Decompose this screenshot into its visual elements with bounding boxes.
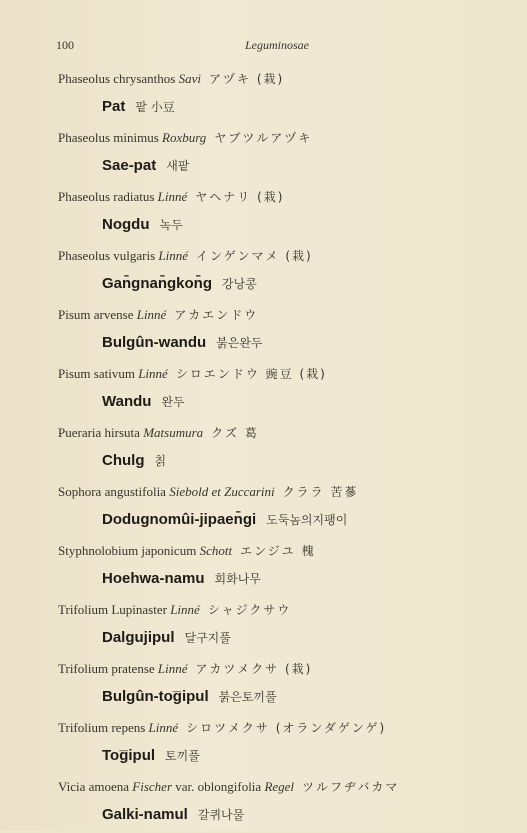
latin-name: Styphnolobium japonicum — [58, 543, 196, 558]
latin-name: Phaseolus chrysanthos — [58, 71, 175, 86]
vernacular-name: Nogdu — [102, 216, 149, 233]
vernacular-line — [0, 96, 527, 126]
species-line — [0, 361, 527, 391]
vernacular-name: Bulgûn-wandu — [102, 334, 206, 351]
korean-name: 붉은토끼풀 — [219, 690, 277, 704]
page-number: 100 — [56, 38, 74, 53]
latin-name: Pisum arvense — [58, 307, 133, 322]
vernacular-line — [0, 804, 527, 833]
japanese-name: アカツメクサ (栽) — [196, 662, 313, 676]
japanese-name: クララ 苦蔘 — [283, 485, 359, 499]
korean-name: 회화나무 — [215, 572, 261, 586]
vernacular-name: Chulg — [102, 452, 145, 469]
latin-name: Trifolium repens — [58, 720, 145, 735]
species-line — [0, 479, 527, 509]
species-line — [0, 125, 527, 155]
author-name: Linné — [149, 720, 179, 735]
japanese-name: エンジユ 槐 — [240, 544, 316, 558]
latin-name: Phaseolus minimus — [58, 130, 159, 145]
running-header-family: Leguminosae — [245, 38, 309, 53]
species-line — [0, 420, 527, 450]
variety-name: var. oblongifolia — [175, 779, 261, 794]
vernacular-line — [0, 745, 527, 775]
species-line — [0, 302, 527, 332]
latin-name: Phaseolus vulgaris — [58, 248, 155, 263]
author-name: Matsumura — [143, 425, 203, 440]
vernacular-name: Gan̄gnan̄gkon̄g — [102, 275, 212, 292]
japanese-name: ヤヘナリ (栽) — [195, 190, 284, 204]
korean-name: 새팥 — [166, 159, 189, 173]
latin-name: Vicia amoena — [58, 779, 129, 794]
author-name: Linné — [137, 307, 167, 322]
vernacular-name: Sae-pat — [102, 157, 156, 174]
species-line — [0, 538, 527, 568]
vernacular-name: Tog̅ipul — [102, 747, 155, 764]
vernacular-line — [0, 391, 527, 421]
vernacular-name: Pat — [102, 98, 125, 115]
author-name: Fischer — [132, 779, 172, 794]
species-line — [0, 715, 527, 745]
vernacular-name: Bulgûn-tog̅ipul — [102, 688, 209, 705]
japanese-name: ヤブツルアヅキ — [214, 131, 312, 145]
latin-name: Trifolium Lupinaster — [58, 602, 167, 617]
korean-name: 칡 — [155, 454, 167, 468]
vernacular-name: Wandu — [102, 393, 151, 410]
vernacular-name: Galki-namul — [102, 806, 188, 823]
author-name: Roxburg — [162, 130, 206, 145]
korean-name: 토끼풀 — [165, 749, 200, 763]
vernacular-line — [0, 686, 527, 716]
korean-name: 녹두 — [159, 218, 182, 232]
author-name: Savi — [179, 71, 201, 86]
species-line — [0, 243, 527, 273]
author-name: Linné — [158, 661, 188, 676]
author-name: Siebold et Zuccarini — [169, 484, 274, 499]
vernacular-line — [0, 273, 527, 303]
entry-list — [0, 66, 527, 833]
latin-name: Trifolium pratense — [58, 661, 155, 676]
korean-name: 완두 — [161, 395, 184, 409]
author-name: Linné — [138, 366, 168, 381]
vernacular-line — [0, 332, 527, 362]
korean-name: 팥 小豆 — [135, 100, 174, 114]
vernacular-name: Dodugnomûi-jipaen̄gi — [102, 511, 256, 528]
vernacular-line — [0, 155, 527, 185]
author-name: Linné — [158, 248, 188, 263]
japanese-name: ツルフヂバカマ — [302, 780, 399, 794]
korean-name: 도둑놈의지팽이 — [266, 513, 347, 527]
japanese-name: クズ 葛 — [211, 426, 259, 440]
species-line — [0, 66, 527, 96]
japanese-name: アカエンドウ — [174, 308, 258, 322]
species-line — [0, 656, 527, 686]
species-line — [0, 774, 527, 804]
korean-name: 갈퀴나물 — [198, 808, 244, 822]
vernacular-name: Hoehwa-namu — [102, 570, 205, 587]
japanese-name: アヅキ (栽) — [209, 72, 284, 86]
japanese-name: シロエンドウ 豌豆 (栽) — [176, 367, 327, 381]
korean-name: 붉은완두 — [216, 336, 262, 350]
vernacular-line — [0, 568, 527, 598]
japanese-name: インゲンマメ (栽) — [196, 249, 313, 263]
japanese-name: シロツメクサ (オランダゲンゲ) — [186, 721, 386, 735]
author-name: Linné — [158, 189, 188, 204]
vernacular-name: Dalgujipul — [102, 629, 175, 646]
vernacular-line — [0, 627, 527, 657]
korean-name: 달구지풀 — [185, 631, 231, 645]
vernacular-line — [0, 509, 527, 539]
japanese-name: シャジクサウ — [208, 603, 292, 617]
species-line — [0, 184, 527, 214]
author-name: Linné — [170, 602, 200, 617]
vernacular-line — [0, 450, 527, 480]
vernacular-line — [0, 214, 527, 244]
author-name: Regel — [264, 779, 294, 794]
korean-name: 강낭콩 — [222, 277, 257, 291]
latin-name: Phaseolus radiatus — [58, 189, 154, 204]
latin-name: Pisum sativum — [58, 366, 135, 381]
author-name: Schott — [200, 543, 233, 558]
species-line — [0, 597, 527, 627]
latin-name: Pueraria hirsuta — [58, 425, 140, 440]
latin-name: Sophora angustifolia — [58, 484, 166, 499]
